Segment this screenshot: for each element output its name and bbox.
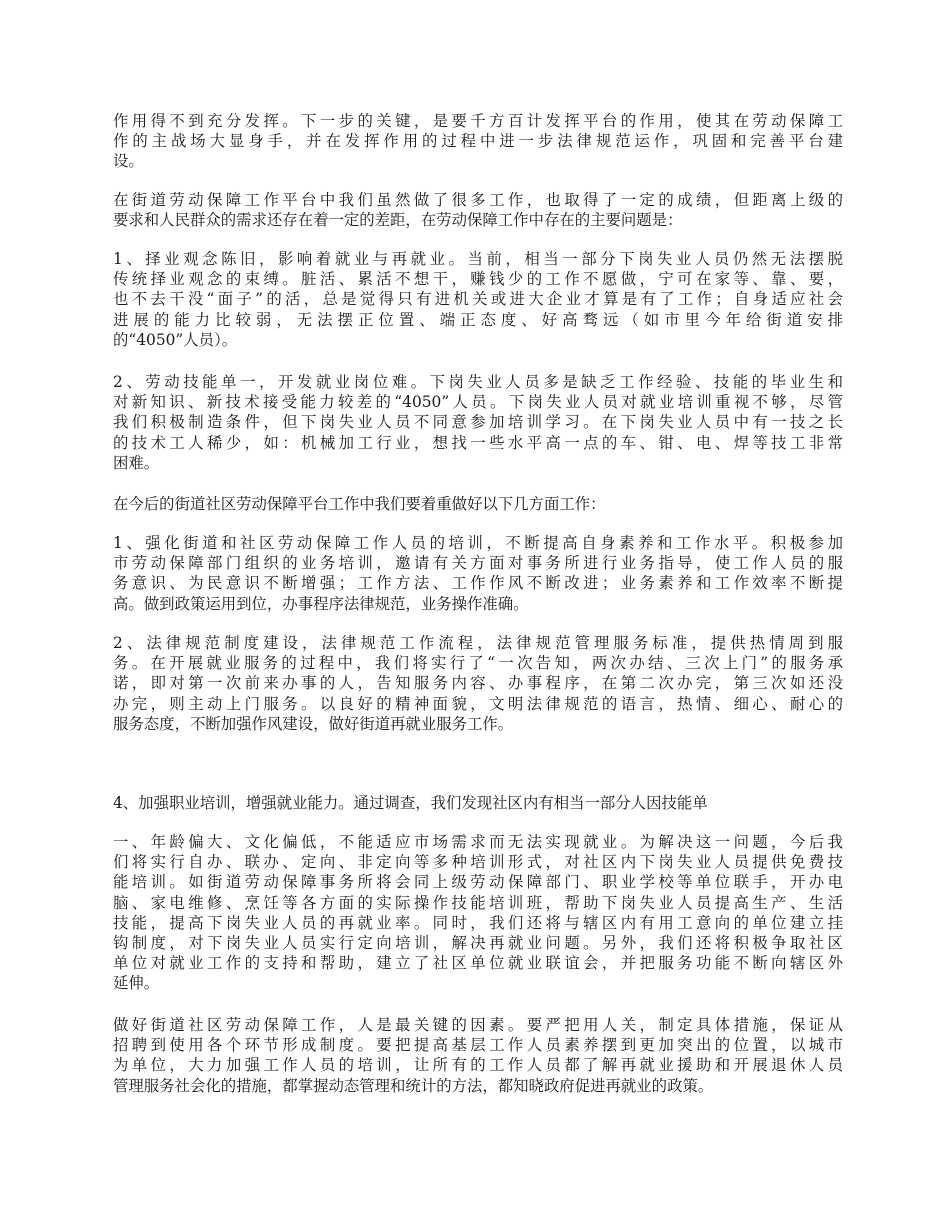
text-line: 务。在开展就业服务的过程中，我们将实行了“一次告知，两次办结、三次上门”的服务承 xyxy=(113,654,843,673)
paragraph-10 xyxy=(113,1015,843,1096)
text-line: 我们积极制造条件，但下岗失业人员不同意参加培训学习。在下岗失业人员中有一技之长 xyxy=(113,413,843,432)
text-line: 一、年龄偏大、文化偏低，不能适应市场需求而无法实现就业。为解决这一问题，今后我 xyxy=(113,833,843,851)
paragraph-1 xyxy=(113,111,843,172)
text-line: 为单位，大力加强工作人员的培训，让所有的工作人员都了解再就业援助和开展退休人员 xyxy=(113,1056,843,1075)
text-line: 2、劳动技能单一，开发就业岗位难。下岗失业人员多是缺乏工作经验、技能的毕业生和 xyxy=(113,373,843,391)
text-line: 在今后的街道社区劳动保障平台工作中我们要着重做好以下几方面工作： xyxy=(113,495,606,513)
text-line: 诺，即对第一次前来办事的人，告知服务内容、办事程序，在第二次办完，第三次如还没 xyxy=(113,674,843,693)
text-line: 们将实行自办、联办、定向、非定向等多种培训形式，对社区内下岗失业人员提供免费技 xyxy=(113,853,843,872)
paragraph-8 xyxy=(113,793,843,813)
text-line: 作用得不到充分发挥。下一步的关键，是要千方百计发挥平台的作用，使其在劳动保障工 xyxy=(113,112,843,130)
text-line: 1、择业观念陈旧，影响着就业与再就业。当前，相当一部分下岗失业人员仍然无法摆脱 xyxy=(113,250,843,268)
text-line: 市劳动保障部门组织的业务培训，邀请有关方面对事务所进行业务指导，使工作人员的服 xyxy=(113,554,843,573)
text-line: 技能，提高下岗失业人员的再就业率。同时，我们还将与辖区内有用工意向的单位建立挂 xyxy=(113,913,843,932)
text-line: 在街道劳动保障工作平台中我们虽然做了很多工作，也取得了一定的成绩，但距离上级的 xyxy=(113,191,843,209)
text-line: 做好街道社区劳动保障工作，人是最关键的因素。要严把用人关，制定具体措施，保证从 xyxy=(113,1016,843,1034)
text-line: 也不去干没“面子”的活，总是觉得只有进机关或进大企业才算是有了工作；自身适应社会 xyxy=(113,290,843,309)
paragraph-5 xyxy=(113,494,843,514)
text-line: 高。做到政策运用到位，办事程序法律规范，业务操作准确。 xyxy=(113,594,529,613)
paragraph-6 xyxy=(113,533,843,614)
text-line: 对新知识、新技术接受能力较差的“4050”人员。下岗失业人员对就业培训重视不够，尽管 xyxy=(113,393,843,412)
text-line: 作的主战场大显身手，并在发挥作用的过程中进一步法律规范运作，巩固和完善平台建 xyxy=(113,132,843,151)
text-line: 2、法律规范制度建设，法律规范工作流程，法律规范管理服务标准，提供热情周到服 xyxy=(113,634,843,652)
text-line: 要求和人民群众的需求还存在着一定的差距，在劳动保障工作中存在的主要问题是： xyxy=(113,211,683,230)
text-line: 管理服务社会化的措施，都掌握动态管理和统计的方法，都知晓政府促进再就业的政策。 xyxy=(113,1076,714,1095)
paragraph-2 xyxy=(113,190,843,230)
text-line: 办完，则主动上门服务。以良好的精神面貌，文明法律规范的语言，热情、细心、耐心的 xyxy=(113,694,843,713)
text-line: 的技术工人稀少，如：机械加工行业，想找一些水平高一点的车、钳、电、焊等技工非常 xyxy=(113,433,843,452)
text-line: 进展的能力比较弱，无法摆正位置、端正态度、好高骛远（如市里今年给街道安排 xyxy=(113,310,843,329)
paragraph-4 xyxy=(113,372,843,473)
text-line: 困难。 xyxy=(113,453,160,472)
text-line: 单位对就业工作的支持和帮助，建立了社区单位就业联谊会，并把服务功能不断向辖区外 xyxy=(113,954,843,973)
paragraph-3 xyxy=(113,249,843,350)
text-line: 钩制度，对下岗失业人员实行定向培训，解决再就业问题。另外，我们还将积极争取社区 xyxy=(113,934,843,953)
text-line: 服务态度，不断加强作风建设，做好街道再就业服务工作。 xyxy=(113,714,514,733)
text-line: 1、强化街道和社区劳动保障工作人员的培训，不断提高自身素养和工作水平。积极参加 xyxy=(113,534,843,552)
text-line: 传统择业观念的束缚。脏活、累活不想干，赚钱少的工作不愿做，宁可在家等、靠、要， xyxy=(113,270,843,289)
text-line: 延伸。 xyxy=(113,974,160,993)
paragraph-7 xyxy=(113,633,843,734)
text-line: 能培训。如街道劳动保障事务所将会同上级劳动保障部门、职业学校等单位联手，开办电 xyxy=(113,873,843,892)
text-line: 招聘到使用各个环节形成制度。要把提高基层工作人员素养摆到更加突出的位置，以城市 xyxy=(113,1036,843,1055)
text-line: 脑、家电维修、烹饪等各方面的实际操作技能培训班，帮助下岗失业人员提高生产、生活 xyxy=(113,893,843,912)
text-line: 务意识、为民意识不断增强；工作方法、工作作风不断改进；业务素养和工作效率不断提 xyxy=(113,574,843,593)
paragraph-9 xyxy=(113,832,843,994)
text-line: 设。 xyxy=(113,152,144,171)
text-line: 的“4050”人员）。 xyxy=(113,330,238,349)
text-line: 4、加强职业培训，增强就业能力。通过调查，我们发现社区内有相当一部分人因技能单 xyxy=(113,794,708,812)
